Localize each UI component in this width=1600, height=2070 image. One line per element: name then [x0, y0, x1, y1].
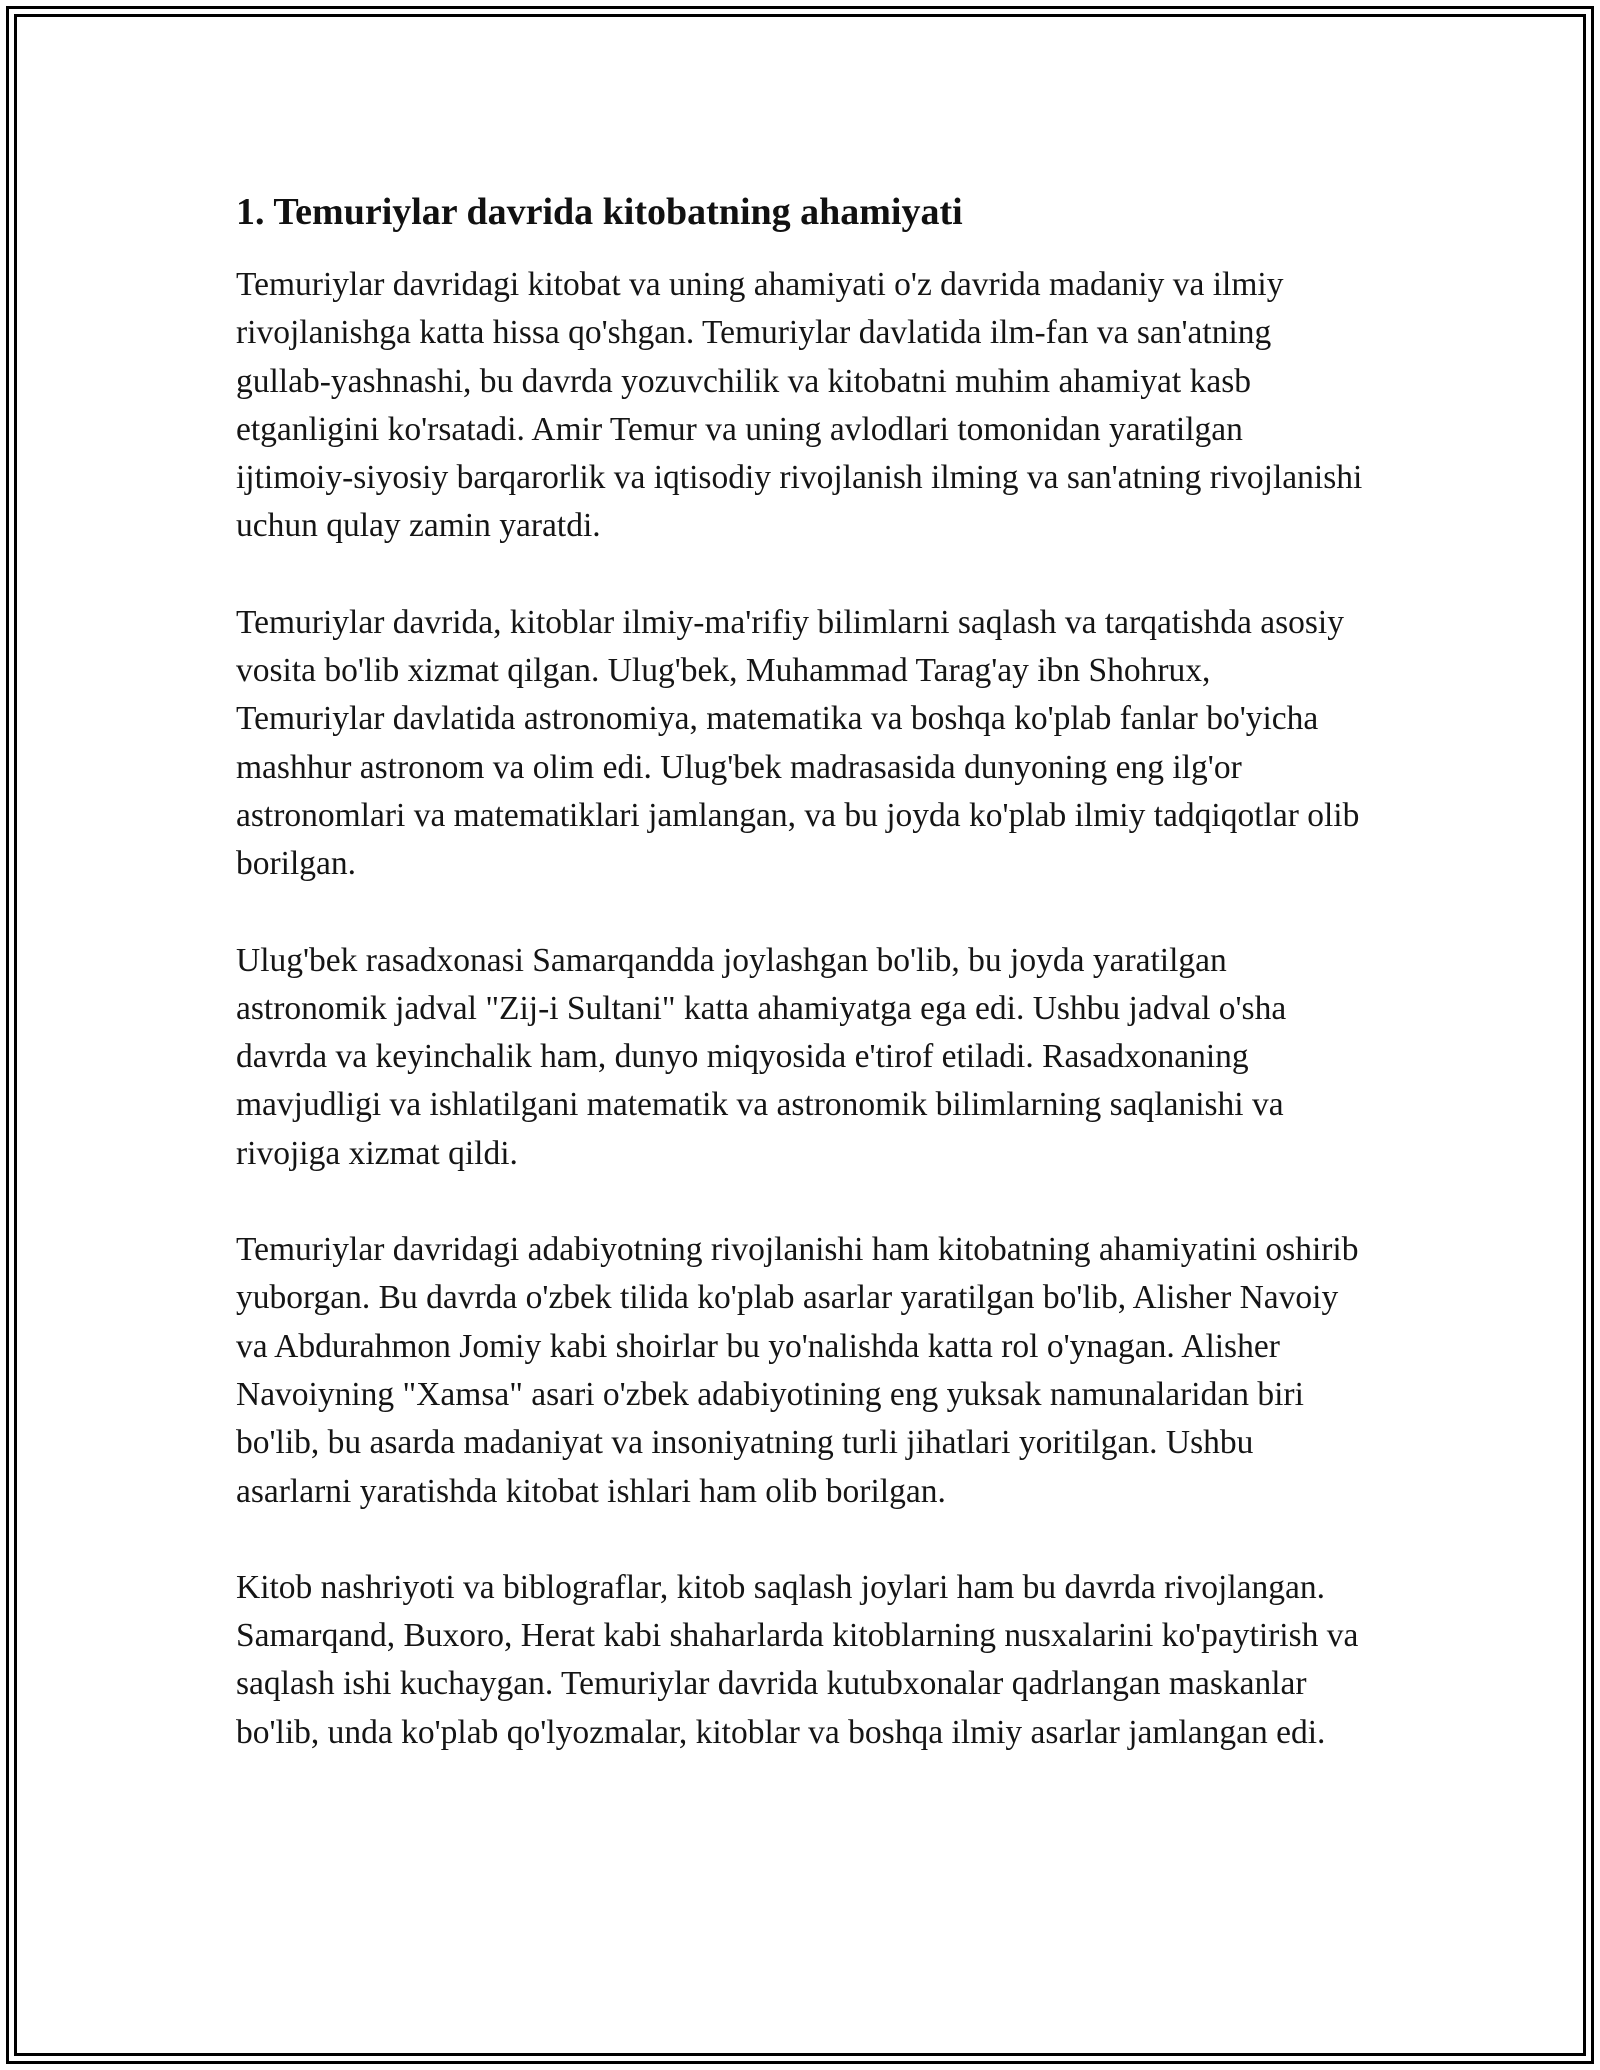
- document-body: [236, 188, 1366, 1805]
- section-title: 1. Temuriylar davrida kitobatning ahamiyati: [236, 191, 963, 233]
- paragraph-2: Temuriylar davrida, kitoblar ilmiy-ma'rifiy bilimlarni saqlash va tarqatishda asosiy vosita bo'lib xizmat qilgan. Ulug'bek, Muhammad Tarag'ay ibn Shohrux, Temuriylar davlatida astronomiya, matematika va boshqa ko'plab fanlar bo'yicha mashhur astronom va olim edi. Ulug'bek madrasasida dunyoning eng ilg'or astronomlari va matematiklari jamlangan, va bu joyda ko'plab ilmiy tadqiqotlar olib borilgan.: [236, 603, 1360, 883]
- paragraph-3: Ulug'bek rasadxonasi Samarqandda joylashgan bo'lib, bu joyda yaratilgan astronomik jadval "Zij-i Sultani" katta ahamiyatga ega edi. Ushbu jadval o'sha davrda va keyinchalik ham, dunyo miqyosida e'tirof etiladi. Rasadxonaning mavjudligi va ishlatilgani matematik va astronomik bilimlarning saqlanishi va rivojiga xizmat qildi.: [236, 941, 1287, 1172]
- paragraph-4: Temuriylar davridagi adabiyotning rivojlanishi ham kitobatning ahamiyatini oshirib yuborgan. Bu davrda o'zbek tilida ko'plab asarlar yaratilgan bo'lib, Alisher Navoiy va Abdurahmon Jomiy kabi shoirlar bu yo'nalishda katta rol o'ynagan. Alisher Navoiyning "Xamsa" asari o'zbek adabiyotining eng yuksak namunalaridan biri bo'lib, bu asarda madaniyat va insoniyatning turli jihatlari yoritilgan. Ushbu asarlarni yaratishda kitobat ishlari ham olib borilgan.: [236, 1231, 1359, 1510]
- paragraph-5: Kitob nashriyoti va biblograflar, kitob saqlash joylari ham bu davrda rivojlangan. Samarqand, Buxoro, Herat kabi shaharlarda kitoblarning nusxalarini ko'paytirish va saqlash ishi kuchaygan. Temuriylar davrida kutubxonalar qadrlangan maskanlar bo'lib, unda ko'plab qo'lyozmalar, kitoblar va boshqa ilmiy asarlar jamlangan edi.: [236, 1568, 1359, 1751]
- paragraph-1: Temuriylar davridagi kitobat va uning ahamiyati o'z davrida madaniy va ilmiy rivojlanishga katta hissa qo'shgan. Temuriylar davlatida ilm-fan va san'atning gullab-yashnashi, bu davrda yozuvchilik va kitobatni muhim ahamiyat kasb etganligini ko'rsatadi. Amir Temur va uning avlodlari tomonidan yaratilgan ijtimoiy-siyosiy barqarorlik va iqtisodiy rivojlanish ilming va san'atning rivojlanishi uchun qulay zamin yaratdi.: [236, 266, 1363, 545]
